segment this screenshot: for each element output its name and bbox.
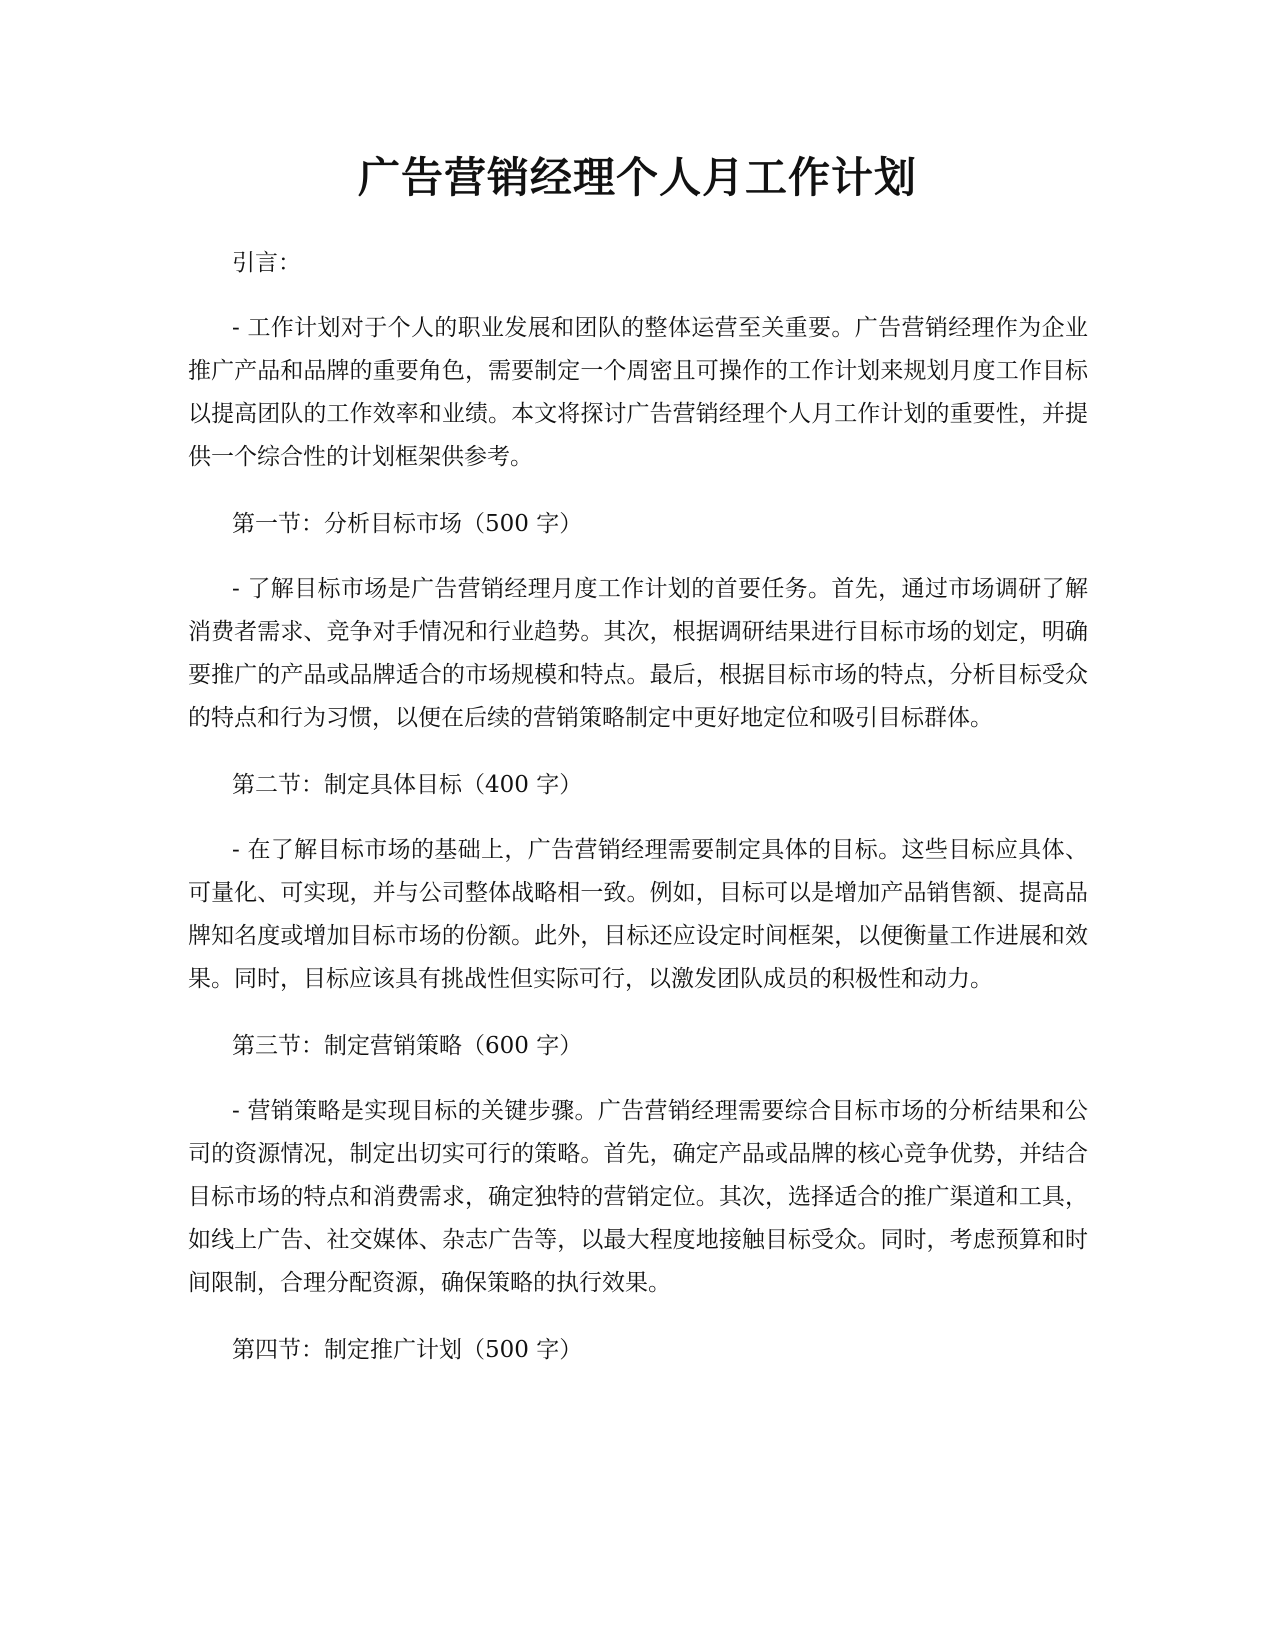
section-1-paragraph: - 了解目标市场是广告营销经理月度工作计划的首要任务。首先，通过市场调研了解消费者需求、竞争对手情况和行业趋势。其次，根据调研结果进行目标市场的划定，明确要推广的产品或品牌适合的市场规模和特点。最后，根据目标市场的特点，分析目标受众的特点和行为习惯，以便在后续的营销策略制定中更好地定位和吸引目标群体。 xyxy=(188,576,1088,731)
section-4-heading: 第四节：制定推广计划（500 字） xyxy=(232,1337,583,1363)
intro-heading: 引言： xyxy=(232,250,301,276)
section-1-heading: 第一节：分析目标市场（500 字） xyxy=(232,511,583,537)
intro-paragraph: - 工作计划对于个人的职业发展和团队的整体运营至关重要。广告营销经理作为企业推广产品和品牌的重要角色，需要制定一个周密且可操作的工作计划来规划月度工作目标以提高团队的工作效率和业绩。本文将探讨广告营销经理个人月工作计划的重要性，并提供一个综合性的计划框架供参考。 xyxy=(188,315,1088,470)
section-2-heading: 第二节：制定具体目标（400 字） xyxy=(232,772,583,798)
document-title: 广告营销经理个人月工作计划 xyxy=(357,153,917,202)
document-body xyxy=(188,242,1088,1372)
section-3-heading: 第三节：制定营销策略（600 字） xyxy=(232,1033,583,1059)
section-2-paragraph: - 在了解目标市场的基础上，广告营销经理需要制定具体的目标。这些目标应具体、可量化、可实现，并与公司整体战略相一致。例如，目标可以是增加产品销售额、提高品牌知名度或增加目标市场的份额。此外，目标还应设定时间框架，以便衡量工作进展和效果。同时，目标应该具有挑战性但实际可行，以激发团队成员的积极性和动力。 xyxy=(188,837,1088,992)
section-3-paragraph: - 营销策略是实现目标的关键步骤。广告营销经理需要综合目标市场的分析结果和公司的资源情况，制定出切实可行的策略。首先，确定产品或品牌的核心竞争优势，并结合目标市场的特点和消费需求，确定独特的营销定位。其次，选择适合的推广渠道和工具，如线上广告、社交媒体、杂志广告等，以最大程度地接触目标受众。同时，考虑预算和时间限制，合理分配资源，确保策略的执行效果。 xyxy=(188,1098,1088,1296)
